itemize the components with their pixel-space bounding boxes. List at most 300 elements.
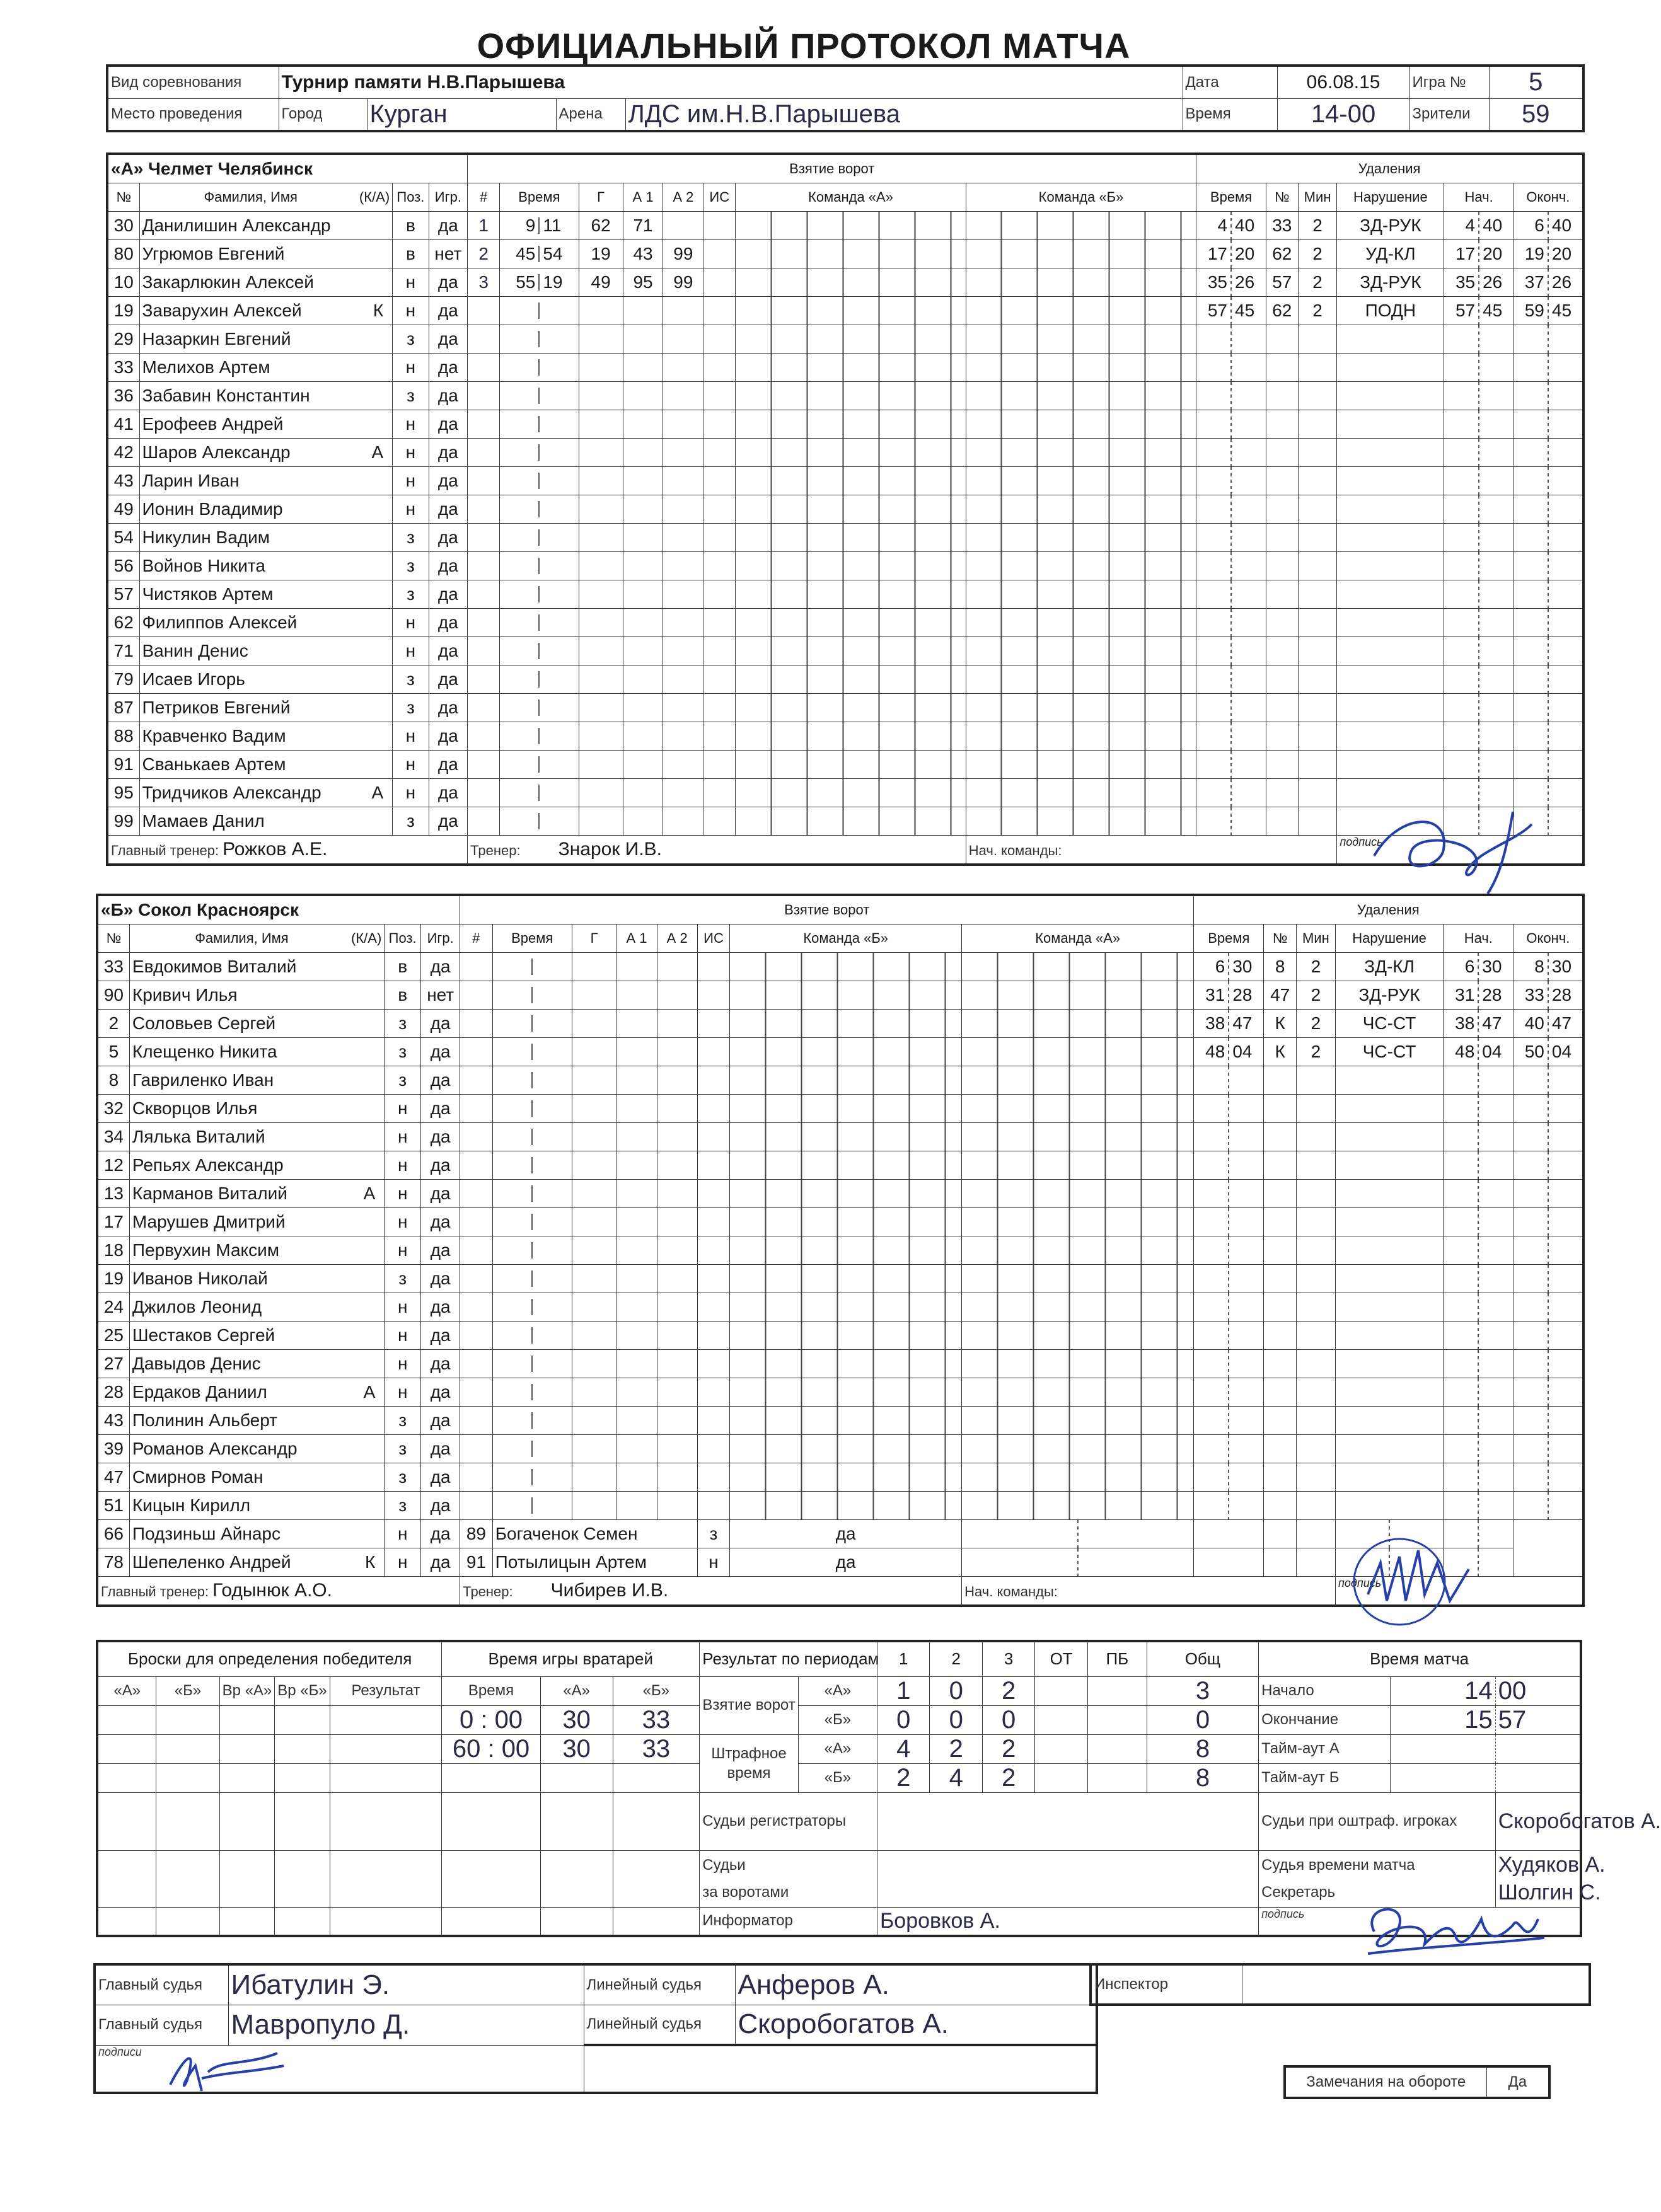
goal-is [703, 694, 736, 722]
penalty-end [1513, 722, 1583, 751]
goal-number [460, 953, 492, 981]
team-a-player-row [107, 240, 1583, 268]
city-value: Курган [367, 98, 556, 131]
penalty-start [1444, 1293, 1513, 1322]
period-col-pb: ПБ [1087, 1641, 1147, 1676]
goal-a1 [616, 1180, 657, 1208]
team-b-col-goal-scorer: Г [572, 925, 616, 953]
team-a-player-row [107, 751, 1583, 779]
goal-g [579, 552, 623, 580]
extra-player-position: з [697, 1520, 729, 1548]
goals-a-p2: 0 [930, 1676, 982, 1705]
lineup-first [736, 779, 966, 807]
goal-time [500, 325, 579, 354]
penalty-end [1513, 665, 1583, 694]
goal-g [579, 325, 623, 354]
player-played: да [421, 1038, 460, 1066]
penalty-end [1513, 637, 1583, 665]
lineup-first [736, 609, 966, 637]
shootout-col-ga: Вр «А» [219, 1676, 275, 1705]
player-played: да [421, 1520, 460, 1548]
goal-number: 2 [468, 240, 500, 268]
goal-g [572, 1095, 616, 1123]
extra-player-played: да [730, 1520, 962, 1548]
penalty-minutes [1296, 1066, 1335, 1095]
penalty-player: 62 [1266, 240, 1298, 268]
player-number: 19 [107, 297, 139, 325]
penalty-minutes [1298, 524, 1337, 552]
player-played: да [429, 495, 468, 524]
goal-a2 [663, 297, 703, 325]
penalty-minutes [1296, 1350, 1335, 1378]
goal-g [579, 637, 623, 665]
lineup-second [962, 1066, 1194, 1095]
penalty-start [1444, 1123, 1513, 1151]
player-name: Полинин Альберт [129, 1407, 384, 1435]
lineup-second [962, 953, 1194, 981]
goals-a-pb [1087, 1676, 1147, 1705]
team-a-player-row [107, 212, 1583, 240]
player-position: з [385, 1066, 421, 1095]
penalty-player: 33 [1266, 212, 1298, 240]
lineup-second [966, 779, 1196, 807]
goal-a2 [657, 1151, 697, 1180]
goal-number [468, 665, 500, 694]
team-a-col-team-first: Команда «А» [736, 183, 966, 212]
goal-time: 9 11 [500, 212, 579, 240]
penalty-time [1196, 439, 1266, 467]
player-position: н [385, 1520, 421, 1548]
inspector-label: Инспектор [1091, 1964, 1242, 2005]
team-a-coach: Тренер: Знарок И.В. [468, 836, 966, 865]
penalty-time [1196, 495, 1266, 524]
goal-time [500, 751, 579, 779]
lineup-second [962, 1293, 1194, 1322]
goal-a1 [623, 325, 663, 354]
penalty-end [1513, 1463, 1583, 1492]
team-a-player-row [107, 467, 1583, 495]
penalty-minutes: 2 [1296, 981, 1335, 1010]
goal-g [572, 1236, 616, 1265]
goal-number [460, 1236, 492, 1265]
player-position: н [393, 354, 429, 382]
penalty-time [1196, 807, 1266, 836]
player-number: 49 [107, 495, 139, 524]
penalty-player [1266, 609, 1298, 637]
goal-g [572, 1123, 616, 1151]
lineup-second [966, 212, 1196, 240]
lineup-first [736, 240, 966, 268]
team-a-col-pos: Поз. [393, 183, 429, 212]
referees-signature [158, 2034, 296, 2097]
player-position: з [385, 1463, 421, 1492]
team-a-col-goal-time: Время [500, 183, 579, 212]
team-a-player-row [107, 609, 1583, 637]
goalie-time-title: Время игры вратарей [442, 1641, 700, 1676]
penalty-time [1194, 1350, 1264, 1378]
goal-is [703, 212, 736, 240]
penalty-time [1194, 1378, 1264, 1407]
goal-is [697, 1350, 729, 1378]
penalty-infraction [1337, 382, 1444, 410]
goal-number [468, 382, 500, 410]
player-position: н [393, 751, 429, 779]
penalty-start: 6 30 [1444, 953, 1513, 981]
player-number: 10 [107, 268, 139, 297]
penalty-player: 8 [1264, 953, 1296, 981]
goal-is [697, 981, 729, 1010]
player-role: А [363, 1382, 376, 1402]
goal-a2 [657, 1236, 697, 1265]
goal-a2 [657, 981, 697, 1010]
goal-number [460, 1038, 492, 1066]
player-role: К [373, 301, 384, 320]
goal-is [697, 953, 729, 981]
penalty-end [1513, 609, 1583, 637]
goalie-row2-time: 60 : 00 [442, 1734, 541, 1763]
penalty-start [1444, 410, 1514, 439]
lineup-first [736, 722, 966, 751]
goal-is [703, 439, 736, 467]
goal-number [468, 580, 500, 609]
lineup-first [730, 1066, 962, 1095]
player-name: Иванов Николай [129, 1265, 384, 1293]
penalty-minutes [1298, 665, 1337, 694]
goal-a1 [616, 1010, 657, 1038]
goal-g [572, 1378, 616, 1407]
penalty-player [1266, 552, 1298, 580]
lineup-second [962, 1010, 1194, 1038]
lineup-first [736, 807, 966, 836]
penalty-infraction [1337, 694, 1444, 722]
player-played: да [421, 1123, 460, 1151]
city-label: Город [279, 98, 367, 131]
date-label: Дата [1183, 66, 1277, 98]
player-played: да [421, 1066, 460, 1095]
penalty-time [1196, 467, 1266, 495]
team-a-col-goal-num: # [468, 183, 500, 212]
player-played: да [429, 751, 468, 779]
date-value: 06.08.15 [1277, 66, 1409, 98]
team-a-col-num: № [107, 183, 139, 212]
penalty-player [1266, 325, 1298, 354]
lineup-first [730, 1123, 962, 1151]
team-b-player-row [97, 1095, 1583, 1123]
lineup-second [962, 1095, 1194, 1123]
goal-a1 [623, 609, 663, 637]
penalty-end: 59 45 [1513, 297, 1583, 325]
pim-a-p2: 2 [930, 1734, 982, 1763]
penalty-time [1196, 410, 1266, 439]
team-a-col-goal-scorer: Г [579, 183, 623, 212]
penalty-player [1266, 524, 1298, 552]
penalty-minutes: 2 [1296, 1038, 1335, 1066]
penalty-start [1444, 524, 1514, 552]
penalty-start [1444, 1492, 1513, 1520]
penalty-end: 6 40 [1513, 212, 1583, 240]
penalty-infraction: ЗД-РУК [1337, 212, 1444, 240]
player-number: 47 [97, 1463, 129, 1492]
goal-is [697, 1208, 729, 1236]
player-played: да [421, 1378, 460, 1407]
penalty-player [1266, 495, 1298, 524]
penalty-minutes [1298, 807, 1337, 836]
penalty-infraction [1337, 665, 1444, 694]
player-played: да [421, 1010, 460, 1038]
lineup-second [962, 1378, 1194, 1407]
player-name: Смирнов Роман [129, 1463, 384, 1492]
goal-time [500, 382, 579, 410]
goal-is [697, 1322, 729, 1350]
penalty-time [1196, 609, 1266, 637]
goal-time [500, 495, 579, 524]
match-time-title: Время матча [1259, 1641, 1581, 1676]
lineup-second [966, 240, 1196, 268]
goal-a2 [657, 1208, 697, 1236]
team-b-goals-header: Взятие ворот [460, 895, 1194, 925]
player-played: да [421, 1293, 460, 1322]
penalty-minutes [1298, 779, 1337, 807]
lineup-second [962, 1350, 1194, 1378]
goal-a2 [663, 694, 703, 722]
penalty-minutes [1296, 1265, 1335, 1293]
penalty-minutes: 2 [1296, 1010, 1335, 1038]
team-a-col-pen-min: Мин [1298, 183, 1337, 212]
goal-a2 [663, 665, 703, 694]
player-name: Исаев Игорь [139, 665, 393, 694]
penalty-player [1266, 694, 1298, 722]
player-name: Скворцов Илья [129, 1095, 384, 1123]
team-a-player-row [107, 665, 1583, 694]
period-col-total: Общ [1147, 1641, 1258, 1676]
penalty-start [1444, 354, 1514, 382]
goal-number [460, 1350, 492, 1378]
goalie-row1-b: 33 [613, 1705, 700, 1734]
penalty-end [1513, 1123, 1583, 1151]
team-b-player-row [97, 1038, 1583, 1066]
player-name: Романов Александр [129, 1435, 384, 1463]
penalty-player [1264, 1265, 1296, 1293]
goal-g [579, 410, 623, 439]
goal-number [460, 1265, 492, 1293]
goal-time [492, 1038, 572, 1066]
team-b-col-assist-2: А 2 [657, 925, 697, 953]
competition-name: Турнир памяти Н.В.Парышева [279, 66, 1183, 98]
penalty-start [1444, 609, 1514, 637]
goal-a1 [616, 1265, 657, 1293]
shootout-title: Броски для определения победителя [97, 1641, 442, 1676]
goal-is [697, 1236, 729, 1265]
penalty-start: 17 20 [1444, 240, 1514, 268]
goal-a1 [616, 1378, 657, 1407]
goal-g [579, 751, 623, 779]
goal-is [697, 1378, 729, 1407]
goal-time [492, 1463, 572, 1492]
player-position: н [393, 779, 429, 807]
player-name: Сванькаев Артем [139, 751, 393, 779]
player-number: 32 [97, 1095, 129, 1123]
informer-value: Боровков А. [877, 1907, 1258, 1936]
penalty-infraction [1337, 410, 1444, 439]
goal-a1 [616, 1293, 657, 1322]
goal-a2 [663, 807, 703, 836]
lineup-second [966, 467, 1196, 495]
player-name: Гавриленко Иван [129, 1066, 384, 1095]
player-name: Чистяков Артем [139, 580, 393, 609]
team-b-sign-label: подпись [1335, 1577, 1583, 1606]
penalty-player [1266, 637, 1298, 665]
penalty-time: 17 20 [1196, 240, 1266, 268]
player-number: 34 [97, 1123, 129, 1151]
penalty-infraction [1335, 1492, 1443, 1520]
goal-a2 [663, 212, 703, 240]
team-b-player-row [97, 1322, 1583, 1350]
arena-label: Арена [556, 98, 625, 131]
penalty-minutes [1298, 467, 1337, 495]
player-role: А [371, 442, 384, 462]
goal-a1 [623, 637, 663, 665]
goal-a2 [657, 1265, 697, 1293]
period-col-3: 3 [982, 1641, 1034, 1676]
goal-a2 [657, 1010, 697, 1038]
penalty-start: 31 28 [1444, 981, 1513, 1010]
lineup-second [966, 495, 1196, 524]
penalty-time: 38 47 [1194, 1010, 1264, 1038]
team-b-player-row [97, 1208, 1583, 1236]
goal-g [579, 495, 623, 524]
goal-time [500, 694, 579, 722]
goal-g [572, 1435, 616, 1463]
goal-a1 [623, 665, 663, 694]
player-number: 18 [97, 1236, 129, 1265]
team-a-head-coach: Главный тренер: Рожков А.Е. [107, 836, 468, 865]
inspector-table [1089, 1963, 1591, 2006]
goal-time: 45 54 [500, 240, 579, 268]
penalty-start [1444, 382, 1514, 410]
team-b-player-row [97, 1435, 1583, 1463]
penalty-time [1196, 637, 1266, 665]
lineup-first [736, 410, 966, 439]
goal-is [703, 325, 736, 354]
penalty-player [1264, 1463, 1296, 1492]
team-b-signature [1343, 1525, 1494, 1639]
player-played: да [421, 1265, 460, 1293]
team-b-player-row [97, 1010, 1583, 1038]
penalty-infraction [1296, 1548, 1335, 1577]
player-number: 2 [97, 1010, 129, 1038]
goalie-row1-time: 0 : 00 [442, 1705, 541, 1734]
goal-a1 [616, 1463, 657, 1492]
goal-a1 [623, 354, 663, 382]
lineup-second [966, 637, 1196, 665]
penalty-end [1513, 694, 1583, 722]
lineup-second [962, 1123, 1194, 1151]
team-a-player-row [107, 439, 1583, 467]
team-b-player-row [97, 1066, 1583, 1095]
team-a-player-row [107, 268, 1583, 297]
lineup-first [730, 1010, 962, 1038]
goal-time [500, 779, 579, 807]
goal-time [492, 1151, 572, 1180]
lineup-first [736, 268, 966, 297]
goal-time [500, 439, 579, 467]
team-a-player-row [107, 580, 1583, 609]
lineup-first [730, 1378, 962, 1407]
goals-b-p2: 0 [930, 1705, 982, 1734]
goal-is [703, 410, 736, 439]
team-a-col-is: ИС [703, 183, 736, 212]
penalty-start: 35 26 [1444, 268, 1514, 297]
goal-is [697, 1407, 729, 1435]
penalty-infraction [1335, 1322, 1443, 1350]
period-col-1: 1 [877, 1641, 929, 1676]
team-b-player-row [97, 1123, 1583, 1151]
goal-a1 [623, 467, 663, 495]
penalty-infraction [1335, 1066, 1443, 1095]
player-number: 91 [107, 751, 139, 779]
penalty-time [1194, 1123, 1264, 1151]
player-number: 27 [97, 1350, 129, 1378]
goals-a-p1: 1 [877, 1676, 929, 1705]
penalty-player [1264, 1236, 1296, 1265]
penalty-time [962, 1520, 1194, 1548]
goal-a2 [663, 439, 703, 467]
timeout-a-label: Тайм-аут А [1259, 1734, 1391, 1763]
lineup-first [736, 495, 966, 524]
goalie-col-a: «А» [540, 1676, 613, 1705]
goal-g [572, 1322, 616, 1350]
player-name: Джилов Леонид [129, 1293, 384, 1322]
lineup-first [736, 751, 966, 779]
game-label: Игра № [1409, 66, 1489, 98]
penalty-minutes [1298, 637, 1337, 665]
penalty-time [1194, 1066, 1264, 1095]
penalty-minutes [1298, 751, 1337, 779]
lineup-first [730, 1038, 962, 1066]
penalty-end [1513, 751, 1583, 779]
penalty-minutes [1296, 1378, 1335, 1407]
penalty-infraction: ЧС-СТ [1335, 1038, 1443, 1066]
penalty-time [962, 1548, 1194, 1577]
penalty-end [1513, 1208, 1583, 1236]
goal-a2 [663, 524, 703, 552]
penalty-start [1444, 439, 1514, 467]
penalty-infraction [1335, 1463, 1443, 1492]
penalty-infraction [1337, 495, 1444, 524]
penalty-time [1196, 665, 1266, 694]
lineup-first [736, 637, 966, 665]
player-played: да [421, 1151, 460, 1180]
lineup-first [730, 1265, 962, 1293]
team-b-coach: Тренер: Чибирев И.В. [460, 1577, 962, 1606]
goal-a1: 43 [623, 240, 663, 268]
goals-b-p1: 0 [877, 1705, 929, 1734]
penalty-end [1513, 439, 1583, 467]
goal-is [697, 1151, 729, 1180]
penalty-minutes [1298, 609, 1337, 637]
shootout-col-a: «А» [97, 1676, 156, 1705]
time-value: 14-00 [1277, 98, 1409, 131]
penalty-infraction [1337, 609, 1444, 637]
penalty-minutes [1298, 410, 1337, 439]
timekeeper-secretary-values: Худяков А. Шолгин С. [1495, 1850, 1581, 1907]
goals-b-label: «Б» [798, 1705, 877, 1734]
goal-g [579, 354, 623, 382]
player-number: 95 [107, 779, 139, 807]
team-a-col-pen-num: № [1266, 183, 1298, 212]
player-played: да [421, 1095, 460, 1123]
lineup-first [730, 1350, 962, 1378]
